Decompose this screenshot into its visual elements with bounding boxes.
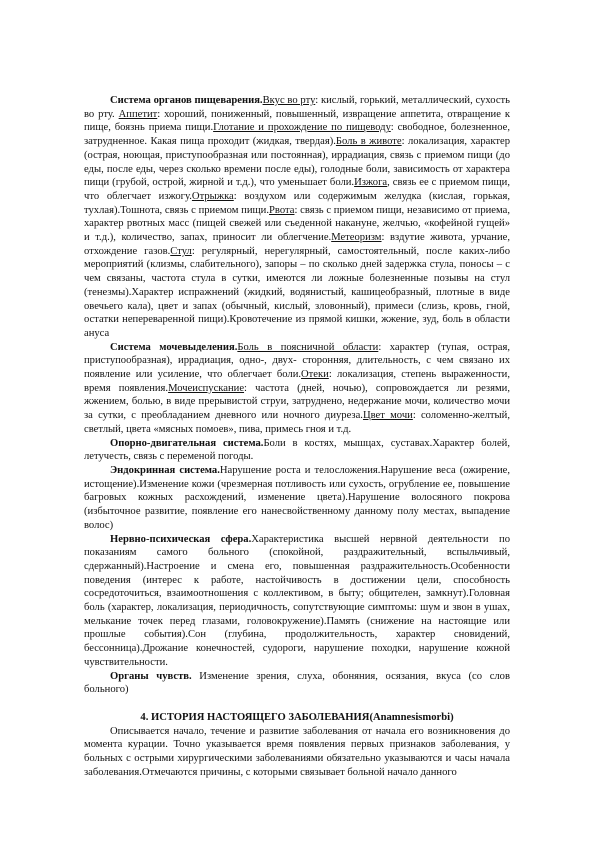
stool-text: : регулярный, нерегулярный, самостоятельный, после каких-либо мероприятий (клизмы, слабительного), запоры – по сколько дней задержка стула, поносы – с чем связаны, частота стула в сутки, имеются ли ложные болезненные позывы на стул (тенезмы).Характер испражнений (жидкий, водянистый, кашицеобразный, плотные в виде овечьего кала), цвет и запах (обычный, кислый, зловонный), примеси (слизь, кровь, гной, остатки непереваренной пищи).Кровотечение из прямой кишки, жжение, зуд, боль в области ануса (84, 245, 510, 339)
musculoskeletal-paragraph (84, 437, 510, 464)
abdominal-pain-term: Боль в животе (335, 136, 402, 148)
heartburn-text: , связь ее с приемом пищи, что облегчает изжогу. (84, 177, 510, 202)
history-heading: 4. ИСТОРИЯ НАСТОЯЩЕГО ЗАБОЛЕВАНИЯ(Anamnesismorbi) (140, 711, 454, 723)
abdominal-pain-text: : локализация, характер (острая, ноющая, приступообразная или постоянная), иррадиация, связь с приемом пищи (до еды, после еды, через сколько времени после еды), голодные боли, зависимость от характера пищи (грубой, острой, жирной и т.д.), что уменьшает боли. (84, 136, 510, 189)
edema-term: Отеки (301, 369, 329, 381)
lumbar-pain-text: : характер (тупая, острая, приступообразная), иррадиация, одно-, двух- сторонняя, длительность, с чем связано их появление или усиление, что облегчает боли. (84, 341, 511, 381)
senses-text: Изменение зрения, слуха, обоняния, осязания, вкуса (со слов больного) (84, 670, 510, 696)
swallowing-term: Глотание и прохождение по пищеводу (213, 122, 391, 134)
neuro-paragraph (84, 533, 510, 670)
urination-text: : частота (дней, ночью), сопровождается ли резями, жжением, болью, в виде прерывистой струи, затруднено, недержание мочи, количество мочи за сутки, с преобладанием дневного или ночного диуреза. (84, 382, 510, 422)
appetite-term: Аппетит (118, 108, 158, 120)
senses-title: Органы чувств. (110, 670, 192, 682)
endocrine-paragraph (84, 464, 510, 533)
vomiting-term: Рвота (269, 204, 295, 216)
appetite-text: : хороший, пониженный, повышенный, извращение аппетита, отвращение к пище, боязнь приема пищи. (84, 108, 510, 134)
urinary-paragraph (84, 341, 510, 437)
history-paragraph: Описывается начало, течение и развитие заболевания от начала его возникновения до момента курации. Точно указывается время появления первых признаков заболевания, у больных с острыми хирургическими заболеваниями обязательно указываются и часы начала заболевания.Отмечаются причины, с которыми связывает больной начало данного (84, 725, 510, 778)
endocrine-title: Эндокринная система. (110, 464, 220, 476)
document-page (84, 94, 510, 779)
taste-text: : кислый, горький, металлический, сухость во рту. (84, 95, 510, 120)
urinary-title: Система мочевыделения. (110, 341, 238, 353)
urine-color-text: : соломенно-желтый, светлый, цвета «мясных помоев», пива, примесь гноя и т.д. (84, 410, 510, 435)
lumbar-pain-term: Боль в поясничной области (237, 341, 379, 353)
neuro-text: Характеристика высшей нервной деятельности по показаниям самого больного (спокойной, раздражительный, вспыльчивый, сдержанный).Настроение и смена его, повышенная раздражительность.Особенности поведения (интерес к работе, настойчивость в достижении цели, способность сосредоточиться, взаимоотношения с коллективом, в быту; общителен, замкнут).Головная боль (характер, локализация, периодичность, сопутствующие симптомы: шум и звон в ушах, мелькание точек перед глазами, головокружение).Память (снижение на настоящие или прошлые события).Сон (глубина, продолжительность, характер сновидений, бессонница).Дрожание конечностей, судороги, нарушение походки, нарушение кожной чувствительности. (84, 533, 510, 668)
swallowing-text: : свободное, болезненное, затрудненное. Какая пища проходит (жидкая, твердая). (84, 122, 510, 148)
senses-paragraph (84, 670, 510, 697)
urination-term: Мочеиспускание (168, 382, 245, 394)
vomiting-text: : связь с приемом пищи, независимо от приема, характер рвотных масс (пищей свежей или съеденной накануне, желчью, «кофейной гущей» и т.д.), количество, запах, приносит ли облегчение. (84, 204, 510, 244)
stool-term: Стул (170, 245, 192, 257)
taste-term: Вкус во рту (262, 95, 316, 106)
heartburn-term: Изжога (354, 177, 388, 189)
edema-text: : локализация, степень выраженности, время появления. (84, 369, 510, 394)
urine-color-term: Цвет мочи (362, 410, 413, 422)
belching-term: Отрыжка (191, 190, 234, 202)
musculoskeletal-title: Опорно-двигательная система. (110, 437, 264, 449)
digestive-title: Система органов пищеварения. (110, 95, 263, 106)
meteorism-text: : вздутие живота, урчание, отхождение газов. (84, 232, 510, 257)
musculoskeletal-text: Боли в костях, мышцах, суставах.Характер болей, летучесть, связь с переменой погоды. (84, 437, 510, 463)
belching-text: : воздухом или содержимым желудка (кислая, горькая, тухлая).Тошнота, связь с приемом пищи. (84, 190, 510, 216)
neuro-title: Нервно-психическая сфера. (110, 533, 252, 545)
endocrine-text: Нарушение роста и телосложения.Нарушение веса (ожирение, истощение).Изменение кожи (чрезмерная потливость или сухость, огрубление ее, повышение багровых кожных расхождений, изменение цвета).Нарушение волосяного покрова (избыточное развитие, появление его нанесвойственному данному полу местах, выпадение волос) (84, 464, 511, 531)
digestive-paragraph (84, 94, 510, 341)
meteorism-term: Метеоризм (331, 232, 382, 244)
